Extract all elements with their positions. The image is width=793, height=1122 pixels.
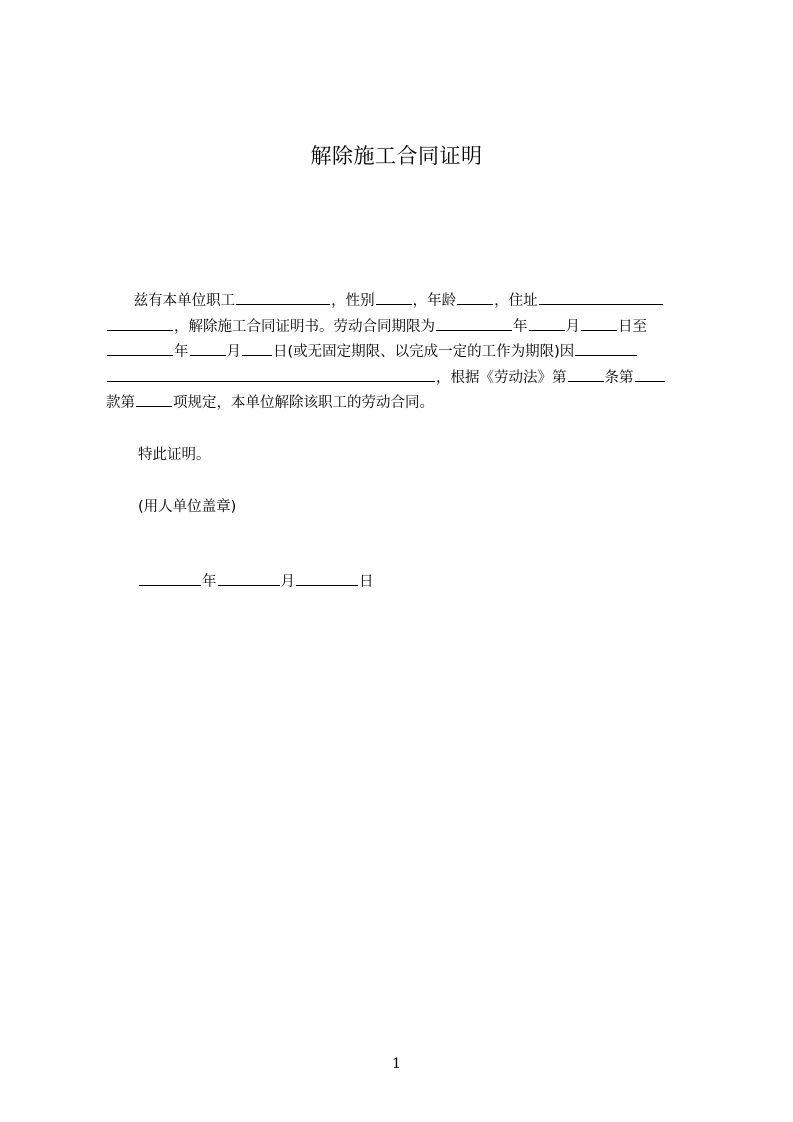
paragraph-line-1 (106, 289, 698, 315)
statement-line: 特此证明。 (138, 446, 211, 463)
blank-gender[interactable] (376, 290, 412, 305)
text-contract-term-label: ，解除施工合同证明书。劳动合同期限为 (174, 318, 435, 335)
text-sign-year-unit: 年 (202, 574, 217, 591)
spacer (106, 417, 698, 443)
blank-sign-day[interactable] (296, 571, 358, 586)
text-end-year-unit: 年 (174, 344, 189, 361)
blank-end-day[interactable] (242, 341, 272, 356)
blank-sign-year[interactable] (139, 571, 201, 586)
text-address-label: ，住址 (494, 293, 538, 309)
blank-start-month[interactable] (529, 316, 565, 331)
blank-start-day[interactable] (581, 316, 617, 331)
text-section-unit: 款第 (106, 395, 135, 412)
text-start-month-unit: 月 (565, 318, 580, 335)
blank-age[interactable] (457, 290, 493, 305)
blank-item[interactable] (136, 392, 172, 407)
text-sign-day-unit: 日 (359, 574, 374, 591)
blank-address-cont[interactable] (107, 316, 173, 331)
text-article-unit: 条第 (604, 369, 634, 386)
blank-address[interactable] (539, 290, 663, 305)
text-start-day-unit: 日至 (618, 318, 647, 335)
blank-start-year[interactable] (436, 316, 512, 331)
text-employee-intro: 兹有本单位职工 (133, 293, 236, 309)
spacer (106, 520, 698, 570)
blank-article[interactable] (568, 367, 604, 382)
paragraph-line-3 (106, 340, 698, 366)
blank-employee-name[interactable] (236, 290, 330, 305)
text-termination-clause: 项规定，本单位解除该职工的劳动合同。 (173, 395, 434, 412)
document-body (106, 289, 698, 596)
text-start-year-unit: 年 (513, 318, 528, 335)
text-gender-label: ，性别 (331, 293, 375, 309)
seal-line: (用人单位盖章) (138, 498, 237, 515)
date-line (106, 570, 698, 596)
blank-section[interactable] (635, 367, 665, 382)
paragraph-line-2 (106, 315, 698, 341)
blank-sign-month[interactable] (218, 571, 280, 586)
blank-reason[interactable] (575, 341, 637, 356)
text-end-month-unit: 月 (226, 344, 241, 361)
main-paragraph (106, 289, 698, 417)
document-title: 解除施工合同证明 (310, 144, 483, 168)
text-sign-month-unit: 月 (280, 574, 295, 591)
text-age-label: ，年龄 (412, 293, 457, 309)
paragraph-line-5 (106, 391, 698, 417)
paragraph-line-4 (106, 366, 698, 392)
blank-end-month[interactable] (190, 341, 226, 356)
page-number: 1 (392, 1056, 401, 1072)
text-end-day-reason: 日(或无固定期限、以完成一定的工作为期限)因 (273, 344, 575, 361)
blank-end-year[interactable] (107, 341, 173, 356)
blank-reason-cont[interactable] (107, 367, 435, 382)
spacer (106, 469, 698, 495)
text-labor-law-ref: ，根据《劳动法》第 (436, 369, 567, 386)
